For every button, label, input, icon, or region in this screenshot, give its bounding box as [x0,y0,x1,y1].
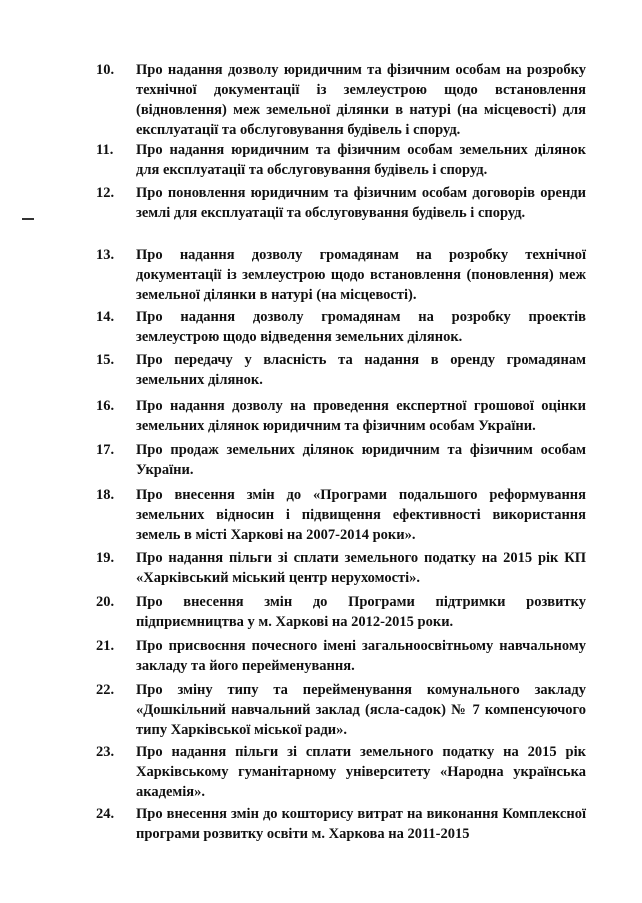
item-text: Про надання пільги зі сплати земельного податку на 2015 рік КП «Харківський міський центр нерухомості». [136,550,586,586]
item-text: Про надання дозволу на проведення експертної грошової оцінки земельних ділянок юридичним та фізичним особам України. [136,398,586,434]
item-text: Про надання дозволу громадянам на розробку технічної документації із землеустрою щодо встановлення (поновлення) меж земельної ділянки в натурі (на місцевості). [136,247,586,303]
item-number: 17. [96,442,115,458]
item-number: 10. [96,62,115,78]
item-number: 12. [96,185,115,201]
item-number: 11. [96,142,114,158]
item-number: 18. [96,487,115,503]
item-number: 23. [96,744,115,760]
item-text: Про поновлення юридичним та фізичним особам договорів оренди землі для експлуатації та обслуговування будівель і споруд. [136,185,586,221]
item-number: 13. [96,247,115,263]
item-text: Про внесення змін до кошторису витрат на виконання Комплексної програми розвитку освіти м. Харкова на 2011-2015 [136,806,586,842]
item-number: 21. [96,638,115,654]
item-text: Про надання дозволу юридичним та фізичним особам на розробку технічної документації із землеустрою щодо встановлення (відновлення) меж земельної ділянки в натурі (на місцевості) для експлуатації та обслуговування будівель і споруд. [136,62,586,138]
item-number: 16. [96,398,115,414]
item-number: 19. [96,550,115,566]
margin-mark [22,218,34,220]
item-text: Про внесення змін до «Програми подальшого реформування земельних відносин і підвищення ефективності використання земель в місті Харкові на 2007-2014 роки». [136,487,586,543]
item-number: 14. [96,309,115,325]
item-number: 24. [96,806,115,822]
item-number: 22. [96,682,115,698]
item-text: Про передачу у власність та надання в оренду громадянам земельних ділянок. [136,352,586,388]
item-number: 20. [96,594,115,610]
item-text: Про надання дозволу громадянам на розробку проектів землеустрою щодо відведення земельних ділянок. [136,309,586,345]
item-text: Про внесення змін до Програми підтримки розвитку підприємництва у м. Харкові на 2012-2015 роки. [136,594,586,630]
item-number: 15. [96,352,115,368]
item-text: Про продаж земельних ділянок юридичним та фізичним особам України. [136,442,586,478]
item-text: Про надання юридичним та фізичним особам земельних ділянок для експлуатації та обслуговування будівель і споруд. [136,142,586,178]
item-text: Про надання пільги зі сплати земельного податку на 2015 рік Харківському гуманітарному університету «Народна українська академія». [136,744,586,800]
item-text: Про присвоєння почесного імені загальноосвітньому навчальному закладу та його перейменування. [136,638,586,674]
item-text: Про зміну типу та перейменування комунального закладу «Дошкільний навчальний заклад (ясла-садок) № 7 компенсуючого типу Харківської міської ради». [136,682,586,738]
